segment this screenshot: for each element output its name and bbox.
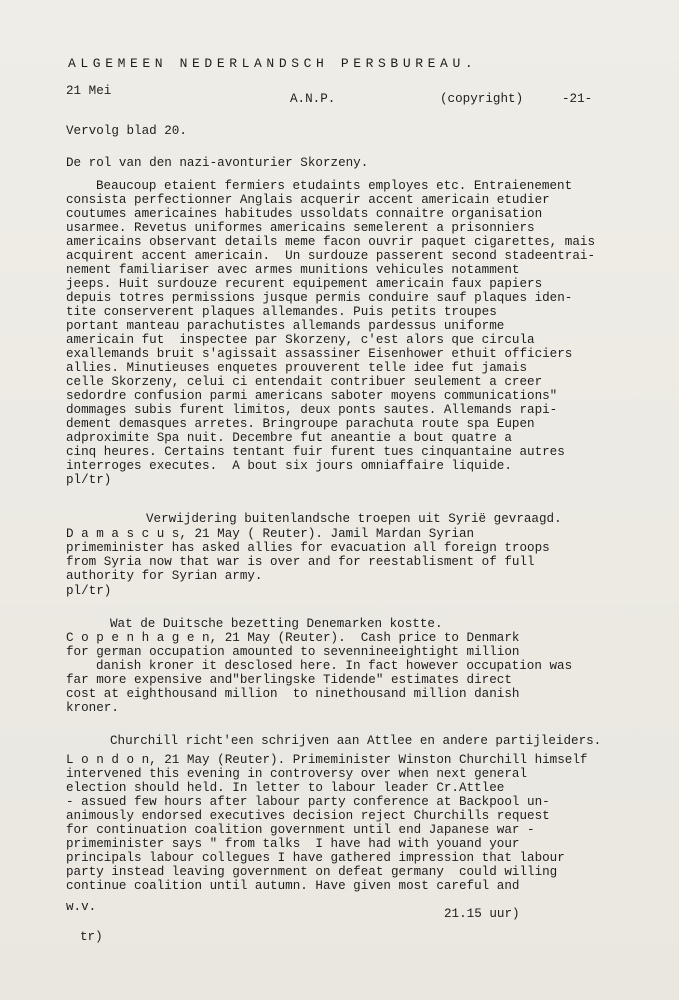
article-line: exallemands bruit s'agissait assassiner Eisenhower ethuit officiers [66, 347, 573, 361]
article-line: C o p e n h a g e n, 21 May (Reuter). Cash price to Denmark [66, 631, 520, 645]
article-line: americain fut inspectee par Skorzeny, c'est alors que circula [66, 333, 535, 347]
article-line: D a m a s c u s, 21 May ( Reuter). Jamil Mardan Syrian [66, 527, 475, 541]
article-line: from Syria now that war is over and for reestablisment of full [66, 555, 535, 569]
operator-initials: pl/tr) [66, 584, 112, 598]
article-line: nement familiariser avec armes munitions vehicules notamment [66, 263, 520, 277]
agency-header: ALGEMEEN NEDERLANDSCH PERSBUREAU. [68, 56, 478, 71]
article-line: adproximite Spa nuit. Decembre fut aneantie a bout quatre a [66, 431, 512, 445]
page-number: -21- [562, 92, 593, 106]
article-line: acquirent accent americain. Un surdouze passerent second stadeentrai- [66, 249, 596, 263]
article-line: L o n d o n, 21 May (Reuter). Primeminister Winston Churchill himself [66, 753, 588, 767]
article-line: party instead leaving government on defeat germany could willing [66, 865, 558, 879]
article-line: kroner. [66, 701, 119, 715]
article-line: celle Skorzeny, celui ci entendait contribuer seulement a creer [66, 375, 543, 389]
operator-initials: tr) [80, 930, 103, 944]
article-line: tite conserverent plaques allemandes. Puis petits troupes [66, 305, 497, 319]
article-line: portant manteau parachutistes allemands pardessus uniforme [66, 319, 505, 333]
article-title: Churchill richt'een schrijven aan Attlee en andere partijleiders. [110, 734, 602, 748]
article-line: sedordre confusion parmi americans saboter moyens communications" [66, 389, 558, 403]
article-line: dommages subis furent limitos, deux ponts sautes. Allemands rapi- [66, 403, 558, 417]
article-line: usarmee. Revetus uniformes americains semelerent a prisonniers [66, 221, 535, 235]
article-line: - assued few hours after labour party conference at Backpool un- [66, 795, 550, 809]
article-line: danish kroner it desclosed here. In fact however occupation was [96, 659, 573, 673]
article-title: Verwijdering buitenlandsche troepen uit Syrië gevraagd. [146, 512, 562, 526]
article-line: election should held. In letter to labour leader Cr.Attlee [66, 781, 505, 795]
date: 21 Mei [66, 84, 112, 98]
article-line: allies. Minutieuses enquetes prouverent telle idee fut jamais [66, 361, 528, 375]
article-line: jeeps. Huit surdouze recurent equipement americain faux papiers [66, 277, 543, 291]
continuation-note: Vervolg blad 20. [66, 124, 187, 138]
article-line: primeminister has asked allies for evacuation all foreign troops [66, 541, 550, 555]
article-line: for german occupation amounted to sevennineeightight million [66, 645, 520, 659]
article-line: Beaucoup etaient fermiers etudaints employes etc. Entraienement [96, 179, 573, 193]
article-title: De rol van den nazi-avonturier Skorzeny. [66, 156, 369, 170]
article-line: primeminister says " from talks I have had with youand your [66, 837, 520, 851]
article-line: principals labour collegues I have gathered impression that labour [66, 851, 565, 865]
agency-code: A.N.P. [290, 92, 336, 106]
article-line: dement demasques arretes. Bringroupe parachuta route spa Eupen [66, 417, 535, 431]
article-line: for continuation coalition government until end Japanese war - [66, 823, 535, 837]
operator-initials: pl/tr) [66, 473, 112, 487]
article-line: continue coalition until autumn. Have given most careful and [66, 879, 520, 893]
article-line: authority for Syrian army. [66, 569, 263, 583]
article-title: Wat de Duitsche bezetting Denemarken kostte. [110, 617, 443, 631]
article-line: animously endorsed executives decision reject Churchills request [66, 809, 550, 823]
copyright-note: (copyright) [440, 92, 524, 106]
article-line: consista perfectionner Anglais acquerir accent americain etudier [66, 193, 550, 207]
article-line: w.v. [66, 900, 97, 914]
article-line: coutumes americaines habitudes ussoldats connaitre organisation [66, 207, 543, 221]
article-line: intervened this evening in controversy over when next general [66, 767, 528, 781]
article-line: depuis totres permissions jusque permis conduire sauf plaques iden- [66, 291, 573, 305]
article-line: interroges executes. A bout six jours omniaffaire liquide. [66, 459, 512, 473]
article-line: americains observant details meme facon ouvrir paquet cigarettes, mais [66, 235, 596, 249]
article-line: far more expensive and"berlingske Tidende" estimates direct [66, 673, 512, 687]
article-line: cost at eighthousand million to ninethousand million danish [66, 687, 520, 701]
article-line: cinq heures. Certains tentant fuir furent tues cinquantaine autres [66, 445, 565, 459]
timestamp: 21.15 uur) [444, 907, 520, 921]
